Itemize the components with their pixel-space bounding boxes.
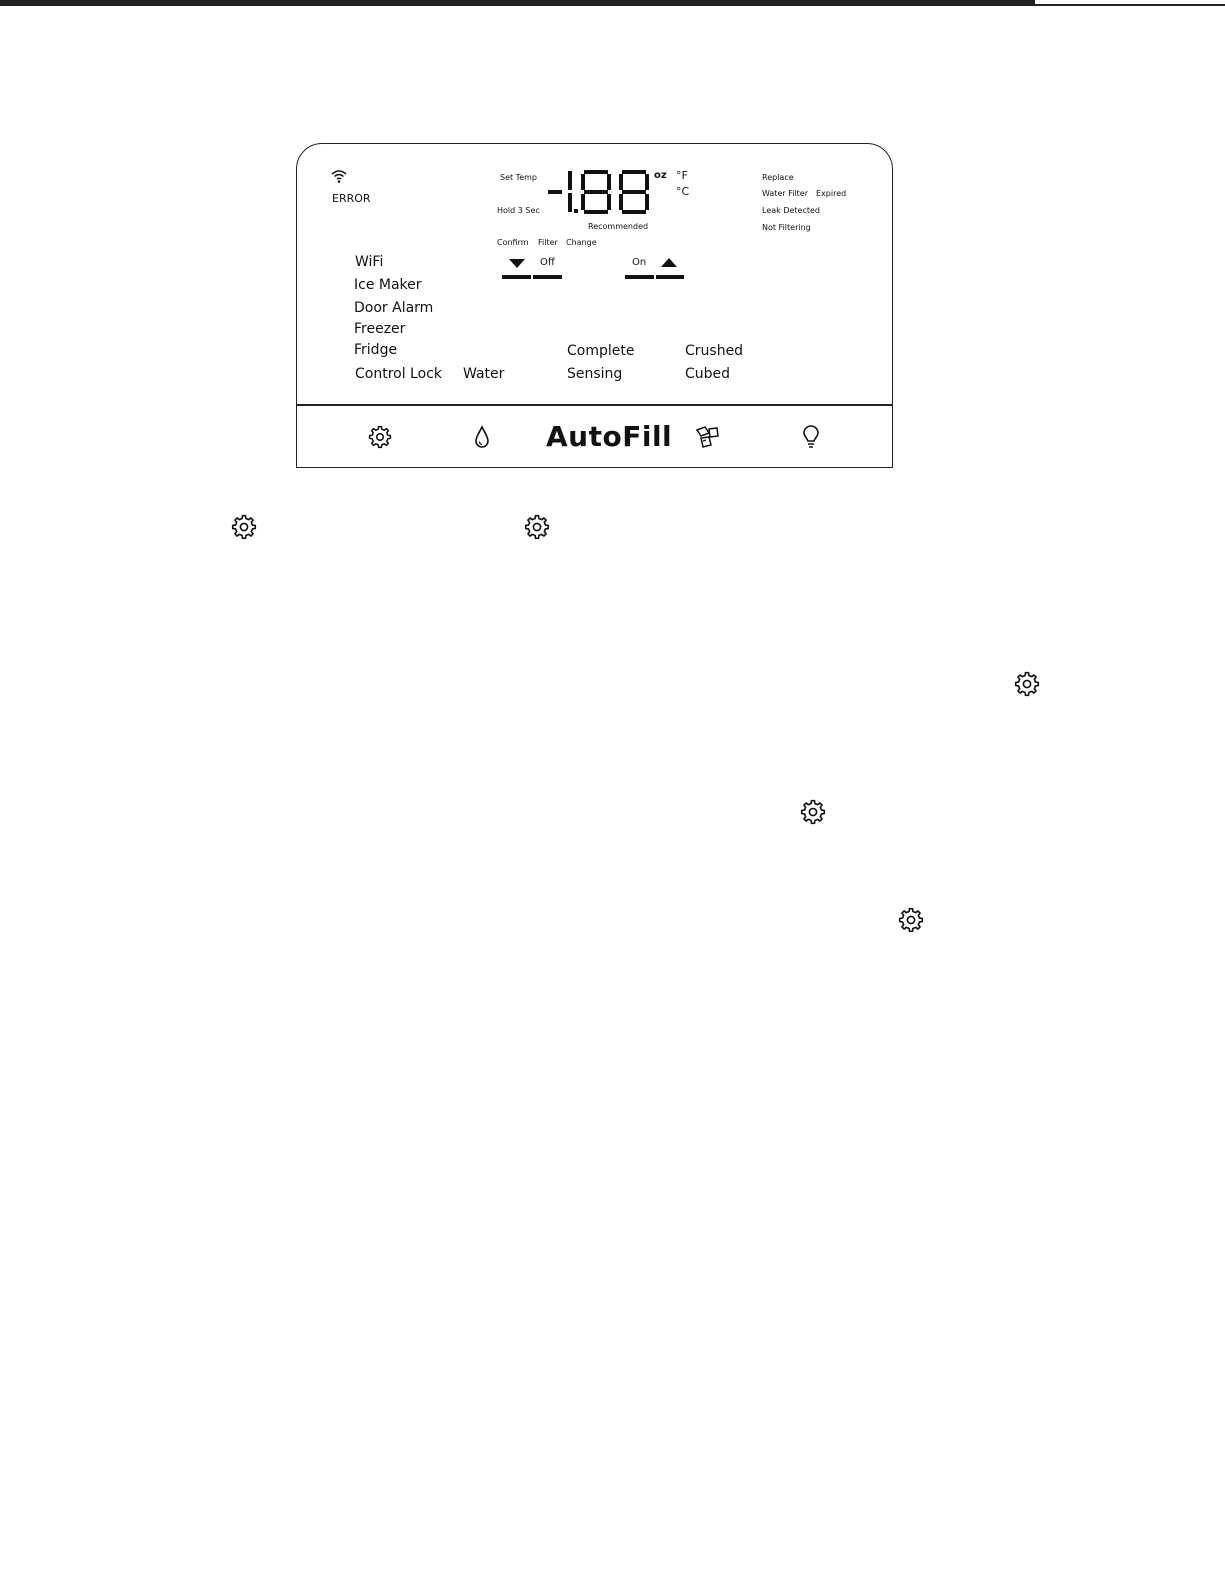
hold-3-sec-label: Hold 3 Sec [497,206,540,215]
gear-icon [231,514,257,540]
oz-unit-label: oz [654,170,667,181]
on-bar [625,275,654,279]
gear-icon [1014,671,1040,697]
menu-wifi: WiFi [355,254,384,270]
off-bar [533,275,562,279]
wifi-error-label: ERROR [332,192,371,205]
light-bulb-icon[interactable] [802,424,820,450]
leak-detected-label: Leak Detected [762,206,820,215]
filter-label: Filter [538,238,558,247]
ice-crushed-label: Crushed [685,343,744,359]
autofill-sensing-label: Sensing [567,366,623,382]
water-drop-icon[interactable] [473,425,491,449]
menu-fridge: Fridge [354,342,398,358]
menu-control-lock: Control Lock [355,366,442,382]
menu-freezer: Freezer [354,321,406,337]
up-bar [656,275,684,279]
down-arrow-icon [509,259,525,268]
ice-cubes-icon[interactable] [695,424,721,450]
fahrenheit-label: °F [676,169,688,182]
menu-water: Water [463,366,505,382]
up-arrow-icon [661,258,677,267]
bottom-rule [0,4,1225,6]
settings-gear-icon[interactable] [368,425,392,449]
on-label: On [632,257,647,268]
recommended-label: Recommended [588,222,649,231]
wifi-icon [331,168,347,184]
gear-icon [898,907,924,933]
seven-segment-display [547,169,651,219]
autofill-button[interactable]: AutoFill [546,420,673,453]
set-temp-label: Set Temp [500,173,537,182]
control-panel [296,143,893,468]
change-label: Change [566,238,597,247]
gear-icon [800,799,826,825]
autofill-complete-label: Complete [567,343,635,359]
panel-divider [297,404,892,406]
replace-label: Replace [762,173,794,182]
confirm-label: Confirm [497,238,529,247]
down-bar [502,275,531,279]
water-filter-label: Water Filter [762,189,809,198]
off-label: Off [540,257,555,268]
ice-cubed-label: Cubed [685,366,731,382]
not-filtering-label: Not Filtering [762,223,811,232]
menu-door-alarm: Door Alarm [354,300,434,316]
expired-label: Expired [816,189,847,198]
celsius-label: °C [676,185,690,198]
gear-icon [524,514,550,540]
menu-ice-maker: Ice Maker [354,277,422,293]
